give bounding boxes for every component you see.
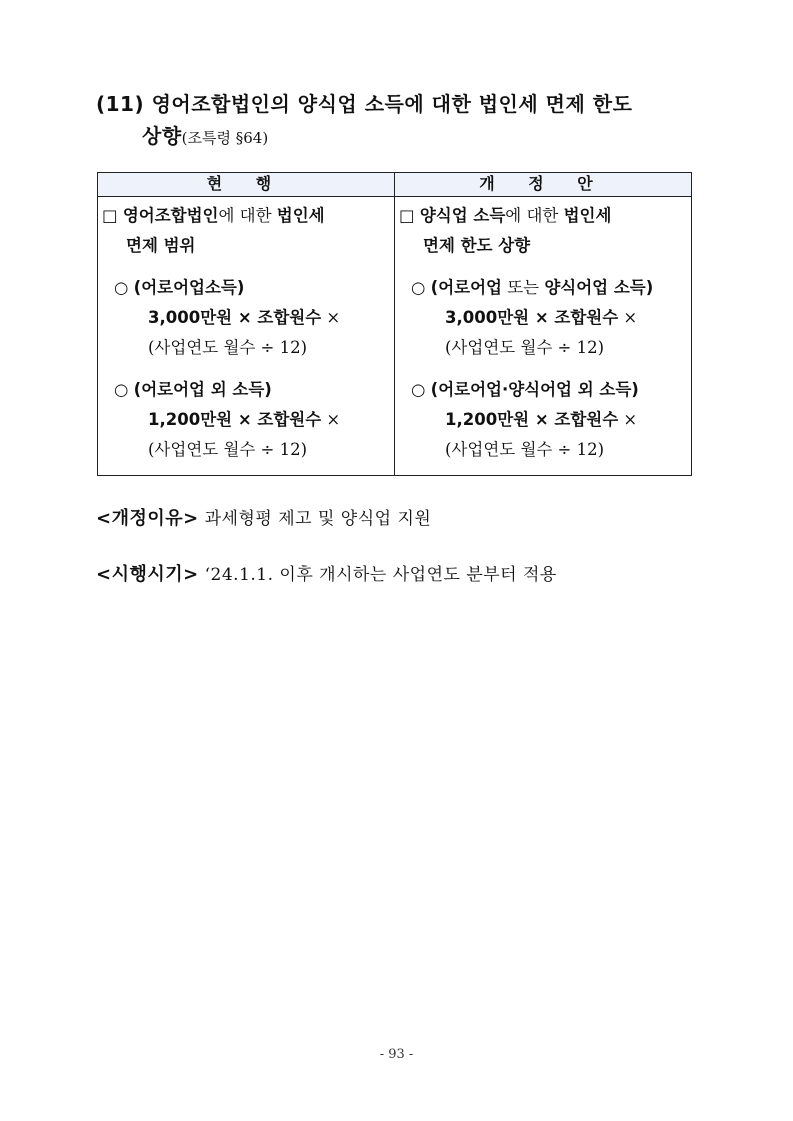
circle-bullet-icon: ○	[411, 380, 426, 399]
reason-paragraph	[96, 504, 431, 530]
current-item-1-label: (어로어업소득)	[133, 278, 245, 297]
header-proposed: 개 정 안	[395, 173, 691, 197]
current-title	[102, 201, 392, 231]
square-bullet-icon: □	[399, 206, 415, 225]
current-item-2-period: (사업연도 월수 ÷ 12)	[148, 440, 308, 459]
column-proposed	[395, 197, 691, 475]
proposed-item-1-label-bold-1: (어로어업	[430, 278, 502, 297]
circle-bullet-icon: ○	[114, 380, 129, 399]
current-title-line-2: 면제 범위	[126, 236, 196, 255]
proposed-title-bold-1: 양식업 소득	[419, 206, 506, 225]
reason-text: 과세형평 제고 및 양식업 지원	[204, 509, 432, 529]
heading-line-1: (11) 영어조합법인의 양식업 소득에 대한 법인세 면제 한도	[96, 92, 633, 116]
current-item-1-formula: 3,000만원 × 조합원수	[148, 308, 322, 327]
comparison-table	[97, 172, 692, 476]
proposed-item-1-label-bold-2: 양식어업 소득)	[544, 278, 654, 297]
proposed-item-1-period: (사업연도 월수 ÷ 12)	[445, 338, 605, 357]
times-sign: ×	[326, 308, 341, 327]
column-current	[98, 197, 395, 475]
effective-text: ‘24.1.1. 이후 개시하는 사업연도 분부터 적용	[204, 565, 557, 585]
proposed-item-2	[399, 375, 689, 465]
circle-bullet-icon: ○	[411, 278, 426, 297]
current-title-normal: 에 대한	[218, 206, 272, 225]
heading-reference: (조특령 §64)	[181, 129, 269, 147]
current-title-bold-1: 영어조합법인	[122, 206, 219, 225]
current-title-bold-2: 법인세	[276, 206, 325, 225]
proposed-title-normal: 에 대한	[505, 206, 559, 225]
header-current: 현 행	[98, 173, 395, 197]
reason-label: <개정이유>	[96, 508, 199, 529]
current-item-1	[102, 273, 392, 363]
heading-line-2-text: 상향	[142, 124, 182, 148]
proposed-item-1-label-normal: 또는	[507, 278, 540, 297]
current-item-1-period: (사업연도 월수 ÷ 12)	[148, 338, 308, 357]
current-item-2-label: (어로어업 외 소득)	[133, 380, 272, 399]
effective-label: <시행시기>	[96, 564, 199, 585]
heading-line-2	[96, 120, 716, 154]
current-item-2-formula: 1,200만원 × 조합원수	[148, 410, 322, 429]
proposed-item-1-formula: 3,000만원 × 조합원수	[445, 308, 619, 327]
square-bullet-icon: □	[102, 206, 118, 225]
proposed-item-2-label: (어로어업·양식어업 외 소득)	[430, 380, 639, 399]
proposed-title	[399, 201, 689, 231]
proposed-item-1	[399, 273, 689, 363]
times-sign: ×	[623, 410, 638, 429]
times-sign: ×	[623, 308, 638, 327]
proposed-title-bold-2: 법인세	[563, 206, 612, 225]
current-item-2	[102, 375, 392, 465]
proposed-item-2-period: (사업연도 월수 ÷ 12)	[445, 440, 605, 459]
page-number: - 93 -	[379, 1047, 414, 1062]
section-heading	[96, 88, 716, 154]
circle-bullet-icon: ○	[114, 278, 129, 297]
effective-paragraph	[96, 560, 557, 586]
proposed-item-2-formula: 1,200만원 × 조합원수	[445, 410, 619, 429]
times-sign: ×	[326, 410, 341, 429]
proposed-title-line-2: 면제 한도 상향	[423, 236, 531, 255]
